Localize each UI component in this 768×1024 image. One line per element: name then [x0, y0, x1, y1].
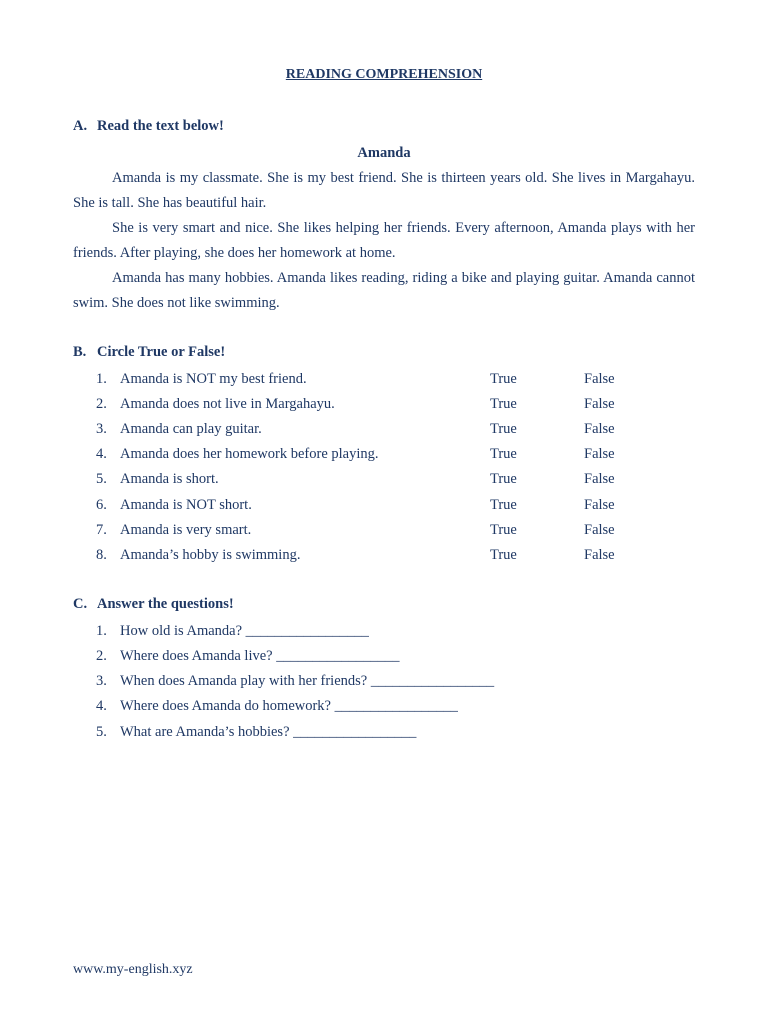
- section-c-letter: C.: [73, 596, 88, 612]
- statement-number: 6.: [96, 497, 107, 513]
- false-option-6[interactable]: False: [584, 497, 615, 513]
- true-option-5[interactable]: True: [490, 471, 517, 487]
- question-number: 1.: [96, 623, 107, 639]
- worksheet-title: READING COMPREHENSION: [285, 67, 483, 82]
- statement-number: 3.: [96, 421, 107, 437]
- section-c-heading: [73, 596, 234, 613]
- true-option-1[interactable]: True: [490, 371, 517, 387]
- statement-number: 8.: [96, 547, 107, 563]
- story-paragraph-1: Amanda is my classmate. She is my best friend. She is thirteen years old. She lives in Margahayu. She is tall. She has beautiful hair.: [73, 170, 695, 211]
- question-2: [96, 646, 399, 666]
- statement-7: [96, 520, 251, 540]
- question-text: What are Amanda’s hobbies? _________________: [120, 724, 417, 740]
- statement-text: Amanda does her homework before playing.: [120, 446, 379, 462]
- false-option-2[interactable]: False: [584, 396, 615, 412]
- false-option-8[interactable]: False: [584, 547, 615, 563]
- question-text: How old is Amanda? _________________: [120, 623, 369, 639]
- statement-number: 2.: [96, 396, 107, 412]
- question-number: 3.: [96, 673, 107, 689]
- question-text: Where does Amanda do homework? _________________: [120, 698, 458, 714]
- section-b-letter: B.: [73, 344, 87, 360]
- true-option-7[interactable]: True: [490, 522, 517, 538]
- statement-text: Amanda is NOT short.: [120, 497, 252, 513]
- statement-text: Amanda does not live in Margahayu.: [120, 396, 335, 412]
- statement-number: 5.: [96, 471, 107, 487]
- true-option-4[interactable]: True: [490, 446, 517, 462]
- section-a-heading: [73, 118, 224, 135]
- statement-5: [96, 469, 219, 489]
- section-c-heading-text: Answer the questions!: [97, 596, 234, 612]
- statement-6: [96, 495, 252, 515]
- statement-text: Amanda is short.: [120, 471, 219, 487]
- question-text: When does Amanda play with her friends? _________________: [120, 673, 495, 689]
- false-option-5[interactable]: False: [584, 471, 615, 487]
- statement-2: [96, 394, 335, 414]
- true-option-8[interactable]: True: [490, 547, 517, 563]
- question-3: [96, 671, 494, 691]
- false-option-1[interactable]: False: [584, 371, 615, 387]
- question-number: 2.: [96, 648, 107, 664]
- section-a-heading-text: Read the text below!: [97, 118, 224, 134]
- statement-3: [96, 419, 262, 439]
- statement-text: Amanda’s hobby is swimming.: [120, 547, 301, 563]
- statement-number: 1.: [96, 371, 107, 387]
- statement-8: [96, 545, 300, 565]
- question-text: Where does Amanda live? _________________: [120, 648, 400, 664]
- statement-4: [96, 444, 379, 464]
- false-option-4[interactable]: False: [584, 446, 615, 462]
- question-1: [96, 621, 369, 641]
- question-number: 4.: [96, 698, 107, 714]
- story-paragraph-2: She is very smart and nice. She likes helping her friends. Every afternoon, Amanda plays with her friends. After playing, she does her homework at home.: [73, 220, 695, 261]
- question-5: [96, 722, 416, 742]
- statement-number: 7.: [96, 522, 107, 538]
- statement-text: Amanda is NOT my best friend.: [120, 371, 307, 387]
- story-title: Amanda: [357, 145, 411, 161]
- statement-1: [96, 369, 307, 389]
- true-option-2[interactable]: True: [490, 396, 517, 412]
- true-option-3[interactable]: True: [490, 421, 517, 437]
- story-paragraph-3: Amanda has many hobbies. Amanda likes reading, riding a bike and playing guitar. Amanda cannot swim. She does not like swimming.: [73, 270, 695, 311]
- footer-url: www.my-english.xyz: [73, 962, 193, 977]
- true-option-6[interactable]: True: [490, 497, 517, 513]
- false-option-7[interactable]: False: [584, 522, 615, 538]
- statement-number: 4.: [96, 446, 107, 462]
- question-4: [96, 696, 458, 716]
- question-number: 5.: [96, 724, 107, 740]
- section-b-heading: [73, 344, 225, 361]
- section-b-heading-text: Circle True or False!: [97, 344, 226, 360]
- false-option-3[interactable]: False: [584, 421, 615, 437]
- statement-text: Amanda can play guitar.: [120, 421, 262, 437]
- section-a-letter: A.: [73, 118, 88, 134]
- statement-text: Amanda is very smart.: [120, 522, 252, 538]
